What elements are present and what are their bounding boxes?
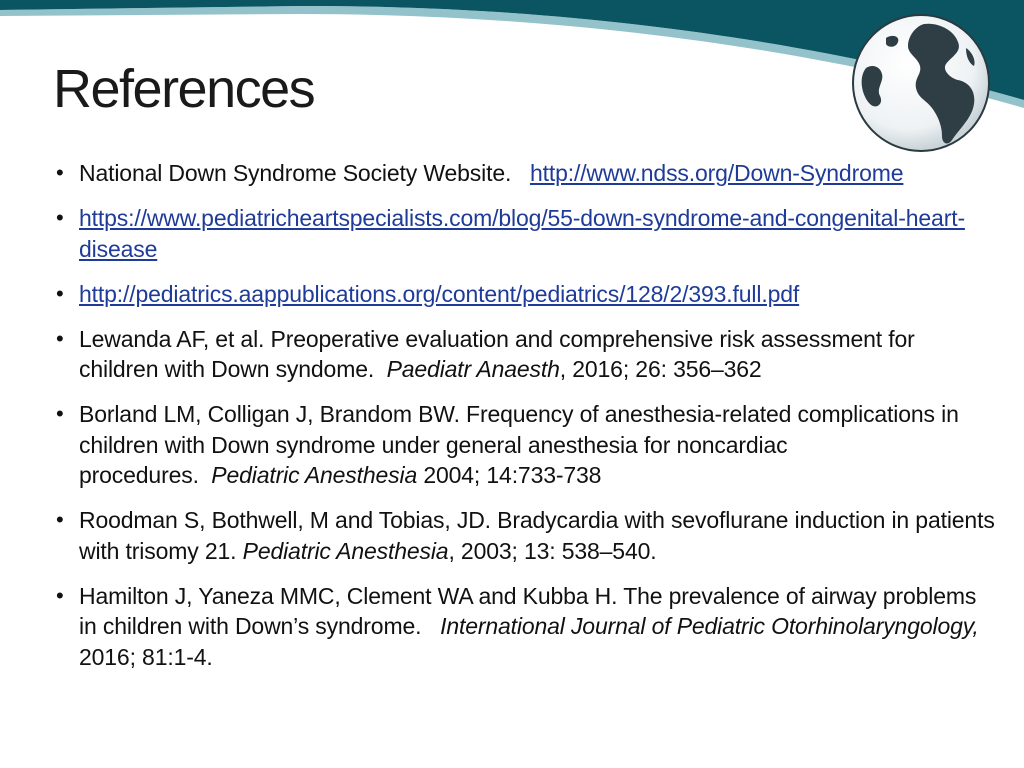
reference-link[interactable]: http://www.ndss.org/Down-Syndrome [529, 160, 904, 186]
reference-details: , 2016; 26: 356–362 [559, 356, 762, 382]
journal-name: Pediatric Anesthesia [211, 462, 418, 488]
reference-details: 2004; 14:733-738 [417, 462, 602, 488]
reference-citation: Lewanda AF, et al. Preoperative evaluation and comprehensive risk assessment for children with Down syndome. [79, 325, 915, 382]
reference-item [56, 279, 996, 310]
reference-list [56, 158, 996, 687]
reference-link[interactable]: http://pediatrics.aappublications.org/content/pediatrics/128/2/393.full.pdf [79, 280, 800, 307]
reference-citation: Hamilton J, Yaneza MMC, Clement WA and Kubba H. The prevalence of airway problems in children with Down’s syndrome. [79, 582, 977, 639]
reference-item [56, 581, 996, 673]
reference-details: , 2003; 13: 538–540. [448, 537, 657, 564]
reference-item [56, 399, 996, 491]
reference-citation: Roodman S, Bothwell, M and Tobias, JD. Bradycardia with sevoflurane induction in patients with trisomy 21. [79, 507, 995, 564]
reference-item [56, 505, 996, 566]
journal-name: Paediatr Anaesth [386, 356, 560, 382]
page-title: References [53, 59, 315, 119]
journal-name: Pediatric Anesthesia [242, 537, 449, 564]
reference-text: National Down Syndrome Society Website. [79, 160, 512, 186]
reference-item [56, 203, 996, 264]
reference-item [56, 158, 996, 189]
reference-link[interactable]: https://www.pediatricheartspecialists.com/blog/55-down-syndrome-and-congenital-heart-disease [79, 205, 965, 262]
reference-item [56, 324, 996, 385]
journal-name: International Journal of Pediatric Otorhinolaryngology, [440, 613, 979, 639]
globe-icon [846, 8, 996, 158]
reference-citation: Borland LM, Colligan J, Brandom BW. Frequency of anesthesia-related complications in children with Down syndrome under general anesthesia for noncardiac procedures. [79, 401, 959, 488]
reference-details: 2016; 81:1-4. [79, 643, 213, 670]
